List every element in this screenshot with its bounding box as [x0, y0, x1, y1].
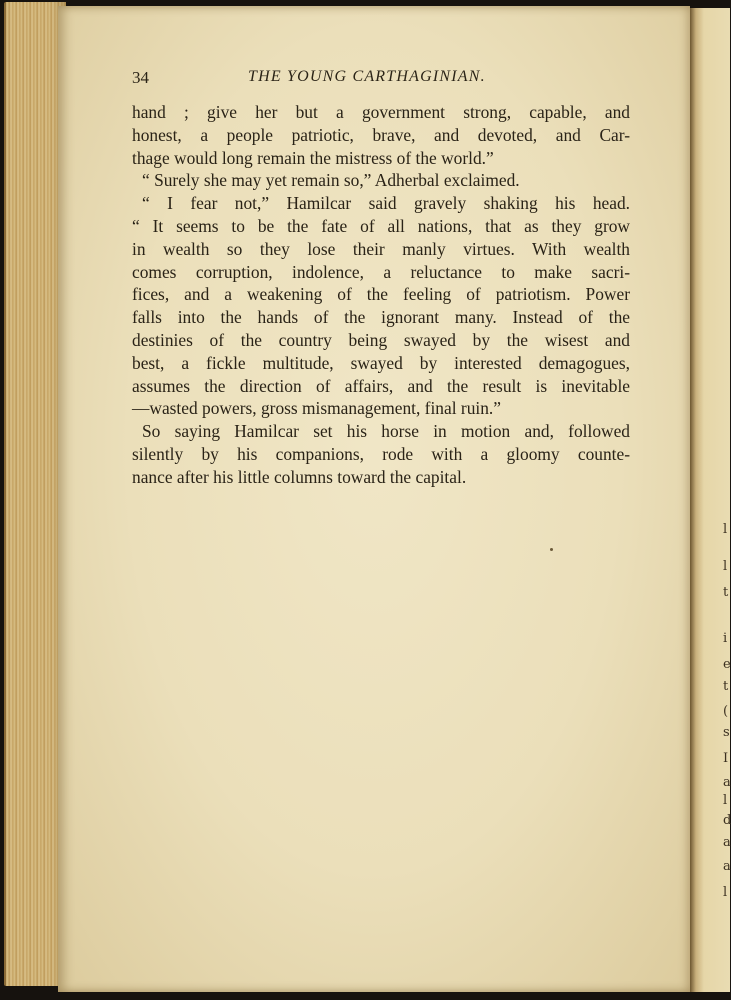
- body-text: [132, 101, 630, 489]
- next-page-fragment: e: [723, 657, 731, 672]
- text-line: —wasted powers, gross mismanagement, final ruin.”: [132, 398, 501, 419]
- next-page-fragment: (: [723, 704, 729, 719]
- paper-speck: [550, 548, 553, 551]
- page-edges: [4, 2, 66, 986]
- next-page-edge: [690, 8, 730, 992]
- next-page-fragment: a: [723, 835, 731, 850]
- text-line: fices, and a weakening of the feeling of patriotism. Power: [132, 284, 630, 305]
- page-number: 34: [132, 68, 149, 87]
- text-line: nance after his little columns toward the capital.: [132, 466, 467, 487]
- next-page-fragment: a: [723, 859, 731, 874]
- next-page-fragment: l: [723, 885, 728, 900]
- next-page-fragment: I: [723, 751, 729, 766]
- text-line: hand ; give her but a government strong, capable, and: [132, 102, 630, 122]
- text-line: “ Surely she may yet remain so,” Adherbal exclaimed.: [142, 170, 520, 191]
- text-line: best, a fickle multitude, swayed by interested demagogues,: [132, 352, 630, 373]
- text-line: “ It seems to be the fate of all nations, that as they grow: [132, 215, 630, 236]
- next-page-fragment: l: [723, 793, 728, 808]
- page-header: [132, 68, 632, 90]
- text-line: honest, a people patriotic, brave, and devoted, and Car-: [132, 124, 630, 145]
- next-page-fragment: i: [723, 631, 728, 646]
- text-line: “ I fear not,” Hamilcar said gravely shaking his head.: [142, 193, 630, 214]
- next-page-fragment: d: [723, 813, 731, 828]
- text-line: destinies of the country being swayed by the wisest and: [132, 329, 630, 350]
- text-line: So saying Hamilcar set his horse in motion and, followed: [142, 421, 630, 442]
- text-line: thage would long remain the mistress of the world.”: [132, 147, 494, 168]
- next-page-fragment: s: [723, 725, 730, 740]
- text-line: comes corruption, indolence, a reluctance to make sacri-: [132, 261, 630, 282]
- running-title: THE YOUNG CARTHAGINIAN.: [248, 68, 486, 85]
- text-line: falls into the hands of the ignorant many. Instead of the: [132, 307, 630, 328]
- text-line: assumes the direction of affairs, and the result is inevitable: [132, 375, 630, 396]
- text-line: silently by his companions, rode with a gloomy counte-: [132, 443, 630, 464]
- text-line: in wealth so they lose their manly virtues. With wealth: [132, 238, 630, 259]
- next-page-fragment: t: [723, 679, 729, 694]
- next-page-fragment: l: [723, 522, 728, 537]
- next-page-fragment: t: [723, 585, 729, 600]
- next-page-fragment: l: [723, 559, 728, 574]
- next-page-fragment: a: [723, 775, 731, 790]
